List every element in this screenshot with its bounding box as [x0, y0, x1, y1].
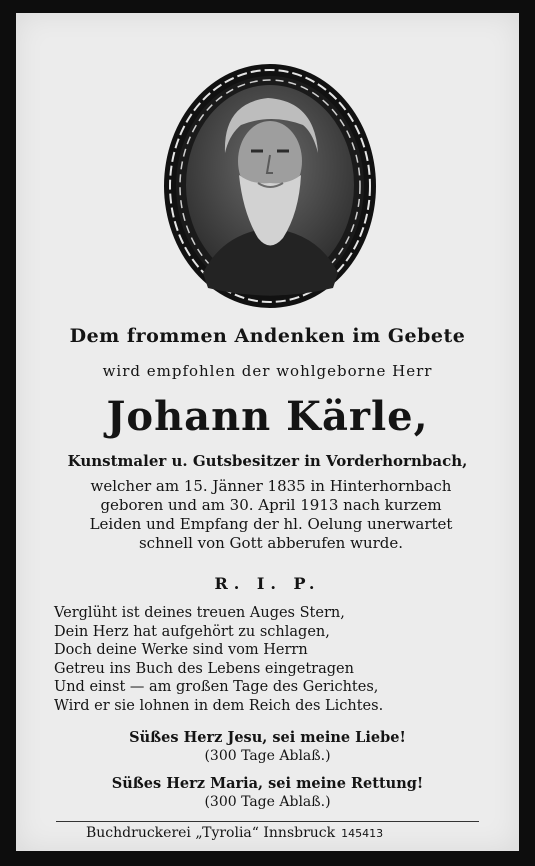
deceased-name: Johann Kärle, — [106, 393, 429, 440]
prayer-jesus-indulgence: (300 Tage Ablaß.) — [204, 748, 331, 764]
rip: R. I. P. — [214, 574, 321, 593]
printer-footer — [86, 825, 383, 841]
biography-line: Leiden und Empfang der hl. Oelung unerwartet — [89, 515, 453, 533]
printer-name: Buchdruckerei „Tyrolia“ Innsbruck — [86, 825, 336, 841]
prayer-jesus: Süßes Herz Jesu, sei meine Liebe! — [129, 729, 406, 746]
recommendation-line: wird empfohlen der wohlgeborne Herr — [102, 362, 433, 380]
biography-line: geboren und am 30. April 1913 nach kurzem — [100, 496, 442, 514]
heading: Dem frommen Andenken im Gebete — [69, 325, 466, 347]
portrait-photo — [163, 63, 377, 309]
poem-line: Und einst — am großen Tage des Gerichtes, — [54, 679, 379, 696]
memorial-card — [16, 13, 519, 851]
footer-divider — [56, 821, 479, 822]
prayer-maria-indulgence: (300 Tage Ablaß.) — [204, 794, 331, 810]
biography-line: schnell von Gott abberufen wurde. — [138, 534, 404, 552]
prayer-maria: Süßes Herz Maria, sei meine Rettung! — [111, 775, 424, 792]
poem — [54, 604, 383, 716]
poem-line: Doch deine Werke sind vom Herrn — [54, 642, 308, 659]
biography — [56, 477, 486, 553]
poem-line: Verglüht ist deines treuen Auges Stern, — [54, 605, 345, 621]
biography-line: welcher am 15. Jänner 1835 in Hinterhornbach — [90, 477, 452, 495]
print-code: 145413 — [341, 827, 384, 840]
portrait-frame — [163, 63, 377, 309]
poem-line: Dein Herz hat aufgehört zu schlagen, — [54, 623, 330, 640]
poem-line: Getreu ins Buch des Lebens eingetragen — [54, 660, 354, 677]
occupation: Kunstmaler u. Gutsbesitzer in Vorderhornbach, — [67, 452, 468, 470]
poem-line: Wird er sie lohnen in dem Reich des Lichtes. — [54, 697, 384, 714]
